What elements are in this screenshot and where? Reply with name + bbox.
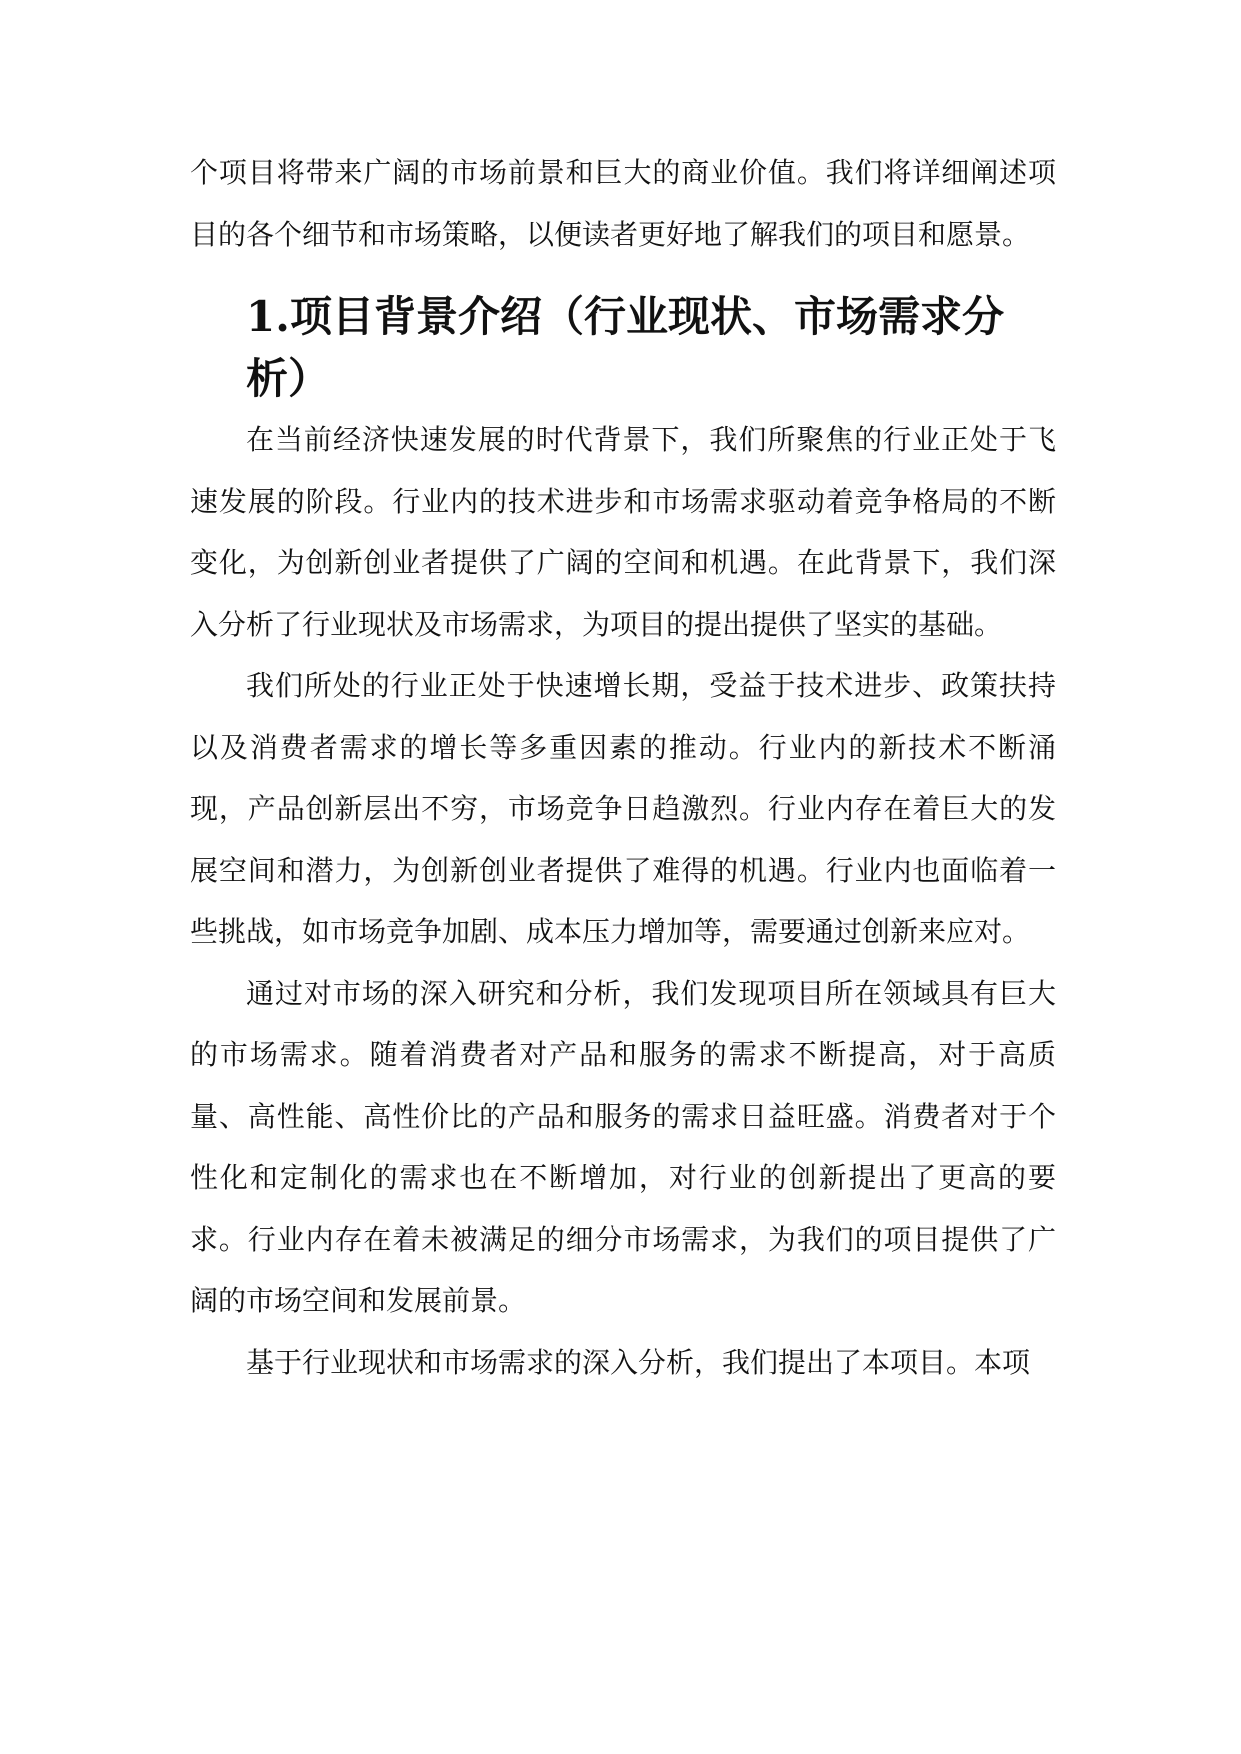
- body-paragraph-4: 基于行业现状和市场需求的深入分析，我们提出了本项目。本项: [246, 1345, 1031, 1379]
- intro-continuation-paragraph: 个项目将带来广阔的市场前景和巨大的商业价值。我们将详细阐述项目的各个细节和市场策略，以便读者更好地了解我们的项目和愿景。: [190, 156, 1056, 251]
- body-paragraph-3: 通过对市场的深入研究和分析，我们发现项目所在领域具有巨大的市场需求。随着消费者对产品和服务的需求不断提高，对于高质量、高性能、高性价比的产品和服务的需求日益旺盛。消费者对于个性化和定制化的需求也在不断增加，对行业的创新提出了更高的要求。行业内存在着未被满足的细分市场需求，为我们的项目提供了广阔的市场空间和发展前景。: [190, 976, 1056, 1317]
- body-paragraph-1: 在当前经济快速发展的时代背景下，我们所聚焦的行业正处于飞速发展的阶段。行业内的技术进步和市场需求驱动着竞争格局的不断变化，为创新创业者提供了广阔的空间和机遇。在此背景下，我们深入分析了行业现状及市场需求，为项目的提出提供了坚实的基础。: [190, 423, 1056, 641]
- section-title: 项目背景介绍（行业现状、市场需求分析）: [246, 292, 1005, 403]
- document-body: [190, 142, 1056, 1393]
- section-number: 1.: [246, 292, 290, 341]
- body-paragraph-2: 我们所处的行业正处于快速增长期，受益于技术进步、政策扶持以及消费者需求的增长等多重因素的推动。行业内的新技术不断涌现，产品创新层出不穷，市场竞争日趋激烈。行业内存在着巨大的发展空间和潜力，为创新创业者提供了难得的机遇。行业内也面临着一些挑战，如市场竞争加剧、成本压力增加等，需要通过创新来应对。: [190, 669, 1056, 948]
- section-heading: [190, 286, 1056, 409]
